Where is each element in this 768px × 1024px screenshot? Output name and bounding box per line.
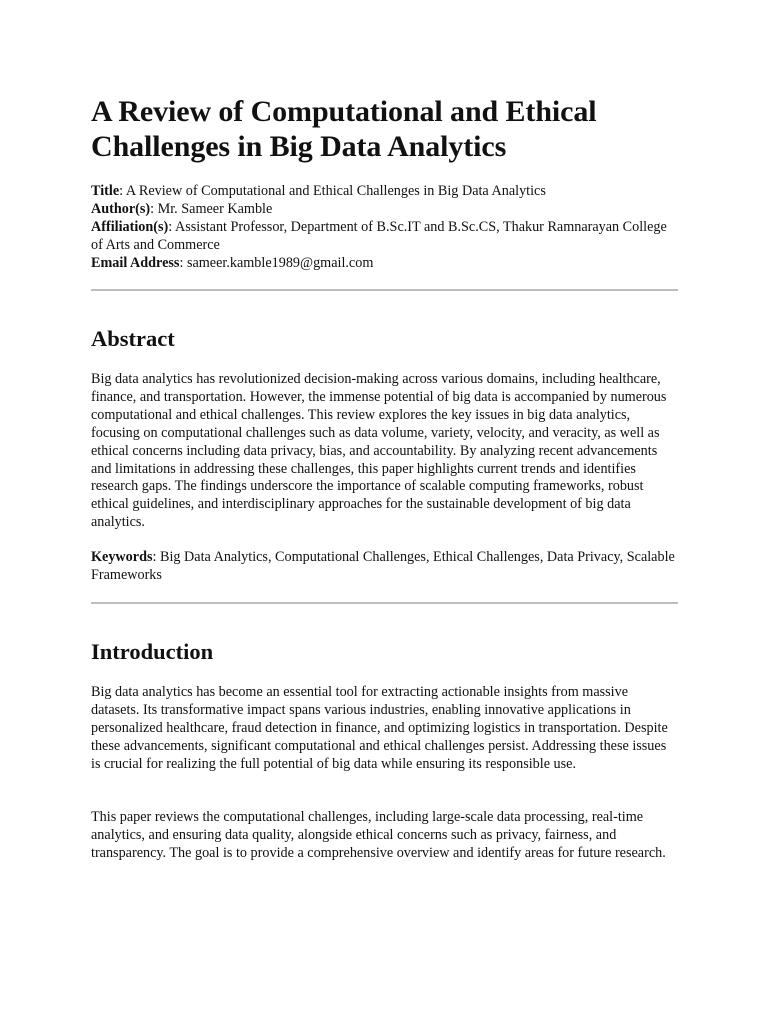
section-divider <box>91 289 678 291</box>
meta-author-label: Author(s) <box>91 201 151 217</box>
meta-affiliation-row: Affiliation(s): Assistant Professor, Department of B.Sc.IT and B.Sc.CS, Thakur Ramnarayan College of Arts and Commerce <box>91 219 667 253</box>
introduction-paragraph-1: Big data analytics has become an essential tool for extracting actionable insights from massive datasets. Its transformative impact spans various industries, enabling innovative applications in personalized healthcare, fraud detection in finance, and optimizing logistics in transportation. Despite these advancements, significant computational and ethical challenges persist. Addressing these issues is crucial for realizing the full potential of big data while ensuring its responsible use. <box>91 684 668 772</box>
section-divider <box>91 602 678 604</box>
keywords-label: Keywords <box>91 549 153 565</box>
keywords-value: Big Data Analytics, Computational Challenges, Ethical Challenges, Data Privacy, Scalable Frameworks <box>91 549 675 583</box>
meta-title-value: A Review of Computational and Ethical Challenges in Big Data Analytics <box>125 183 546 199</box>
introduction-paragraph-2: This paper reviews the computational challenges, including large-scale data processing, real-time analytics, and ensuring data quality, alongside ethical concerns such as privacy, fairness, and transparency. The goal is to provide a comprehensive overview and identify areas for future research. <box>91 809 666 861</box>
paper-metadata <box>91 182 678 272</box>
meta-email-value: sameer.kamble1989@gmail.com <box>186 255 374 271</box>
meta-email-label: Email Address <box>91 255 180 271</box>
meta-affiliation-value: Assistant Professor, Department of B.Sc.IT and B.Sc.CS, Thakur Ramnarayan College of Arts and Commerce <box>91 219 667 253</box>
abstract-body: Big data analytics has revolutionized decision-making across various domains, including healthcare, finance, and transportation. However, the immense potential of big data is accompanied by numerous computational and ethical challenges. This review explores the key issues in big data analytics, focusing on computational challenges such as data volume, variety, velocity, and veracity, as well as ethical concerns including data privacy, bias, and accountability. By analyzing recent advancements and limitations in addressing these challenges, this paper highlights current trends and identifies research gaps. The findings underscore the importance of scalable computing frameworks, robust ethical guidelines, and interdisciplinary approaches for the sustainable development of big data analytics. <box>91 371 667 531</box>
meta-title-label: Title <box>91 183 120 199</box>
abstract-heading: Abstract <box>91 326 175 351</box>
meta-title-row: Title: A Review of Computational and Ethical Challenges in Big Data Analytics <box>91 183 546 199</box>
keywords-line: Keywords: Big Data Analytics, Computational Challenges, Ethical Challenges, Data Privacy, Scalable Frameworks <box>91 549 675 583</box>
meta-author-value: Mr. Sameer Kamble <box>157 201 273 217</box>
meta-affiliation-label: Affiliation(s) <box>91 219 169 235</box>
meta-author-row: Author(s): Mr. Sameer Kamble <box>91 201 273 217</box>
paper-title: A Review of Computational and Ethical Challenges in Big Data Analytics <box>91 95 597 163</box>
introduction-heading: Introduction <box>91 639 214 664</box>
meta-email-row: Email Address: sameer.kamble1989@gmail.com <box>91 255 374 271</box>
